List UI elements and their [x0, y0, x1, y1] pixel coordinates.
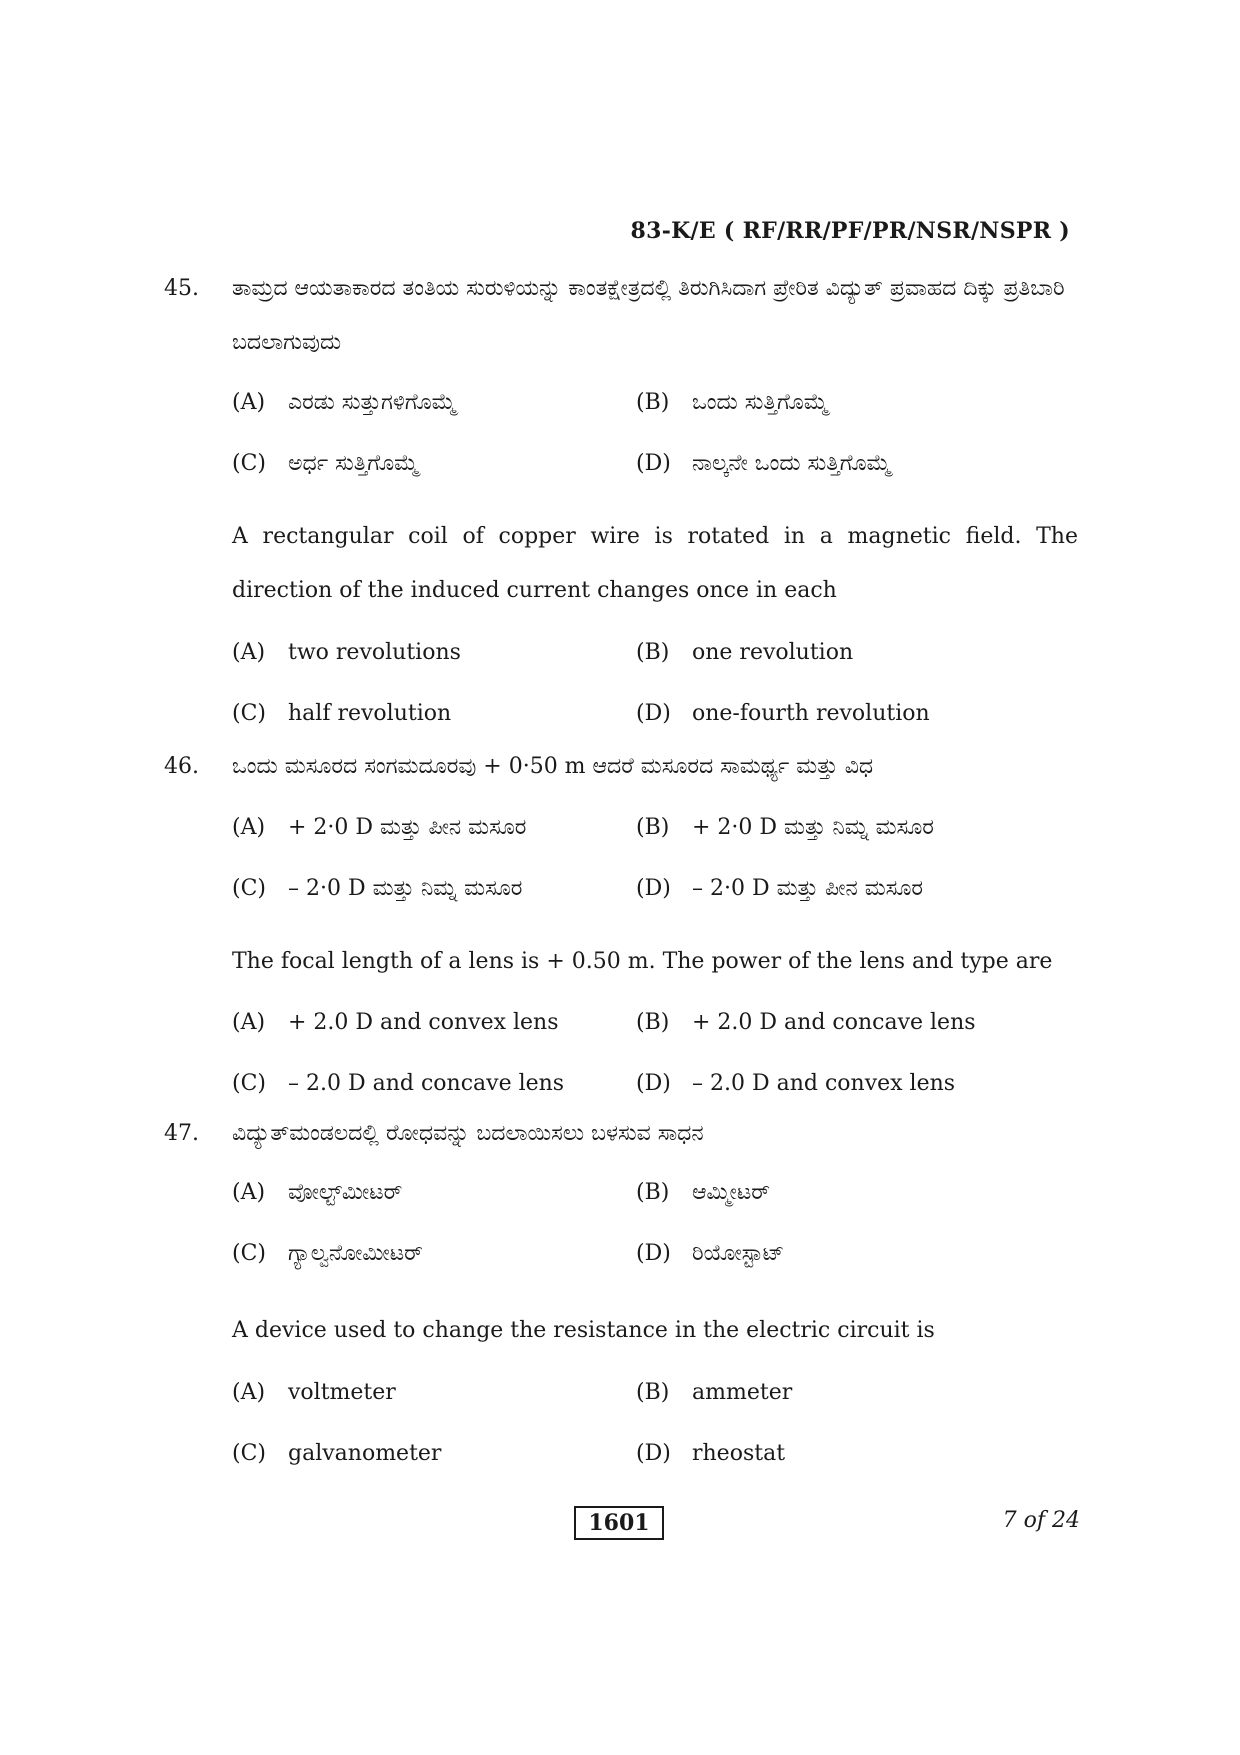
booklet-code: 1601: [574, 1506, 664, 1540]
question-46-english-stem: The focal length of a lens is + 0.50 m. The power of the lens and type are: [232, 949, 1053, 974]
option-text: one-fourth revolution: [692, 701, 930, 726]
option-letter: (A): [232, 815, 266, 840]
q47-kn-option-b: [636, 1180, 770, 1205]
q45-kn-option-b: [636, 390, 829, 415]
q46-en-option-b: [636, 1010, 976, 1035]
q47-kn-option-d: [636, 1241, 784, 1266]
q46-kn-option-b: [636, 815, 934, 840]
q46-kn-option-a: [232, 815, 526, 840]
option-letter: (D): [636, 451, 671, 476]
q46-en-option-c: [232, 1071, 564, 1096]
q45-en-option-a: [232, 640, 461, 665]
option-letter: (D): [636, 1071, 671, 1096]
option-letter: (B): [636, 815, 670, 840]
option-text: rheostat: [692, 1441, 786, 1466]
option-text: – 2.0 D and convex lens: [692, 1071, 956, 1096]
q47-kn-option-c: [232, 1241, 423, 1266]
question-number-46: 46.: [164, 754, 199, 779]
question-number-47: 47.: [164, 1121, 199, 1146]
q47-en-option-b: [636, 1380, 792, 1405]
q45-kn-option-d: [636, 451, 891, 476]
option-letter: (B): [636, 1180, 670, 1205]
option-text: ಅರ್ಧ ಸುತ್ತಿಗೊಮ್ಮೆ: [288, 451, 419, 476]
q45-en-option-b: [636, 640, 853, 665]
option-text: galvanometer: [288, 1441, 442, 1466]
option-letter: (A): [232, 1380, 266, 1405]
option-text: ವೋಲ್ಟ್‌ಮೀಟರ್: [288, 1180, 403, 1205]
option-text: ನಾಲ್ಕನೇ ಒಂದು ಸುತ್ತಿಗೊಮ್ಮೆ: [692, 451, 892, 476]
option-text: – 2·0 D ಮತ್ತು ನಿಮ್ನ ಮಸೂರ: [288, 876, 523, 901]
option-letter: (A): [232, 1010, 266, 1035]
option-letter: (D): [636, 876, 671, 901]
question-45-kannada-stem: ತಾಮ್ರದ ಆಯತಾಕಾರದ ತಂತಿಯ ಸುರುಳಿಯನ್ನು ಕಾಂತಕ್ಷೇತ್ರದಲ್ಲಿ ತಿರುಗಿಸಿದಾಗ ಪ್ರೇರಿತ ವಿದ್ಯುತ್ ಪ್ರವಾಹದ ದಿಕ್ಕು ಪ್ರತಿಬಾರಿ ಬದಲಾಗುವುದು: [232, 276, 1065, 355]
option-letter: (A): [232, 390, 266, 415]
option-letter: (D): [636, 1441, 671, 1466]
paper-code-header: 83-K/E ( RF/RR/PF/PR/NSR/NSPR ): [630, 218, 1070, 244]
option-text: two revolutions: [288, 640, 461, 665]
page-number: 7 of 24: [1002, 1508, 1080, 1533]
option-letter: (C): [232, 876, 266, 901]
question-46-kannada-stem: ಒಂದು ಮಸೂರದ ಸಂಗಮದೂರವು + 0·50 m ಆದರೆ ಮಸೂರದ ಸಾಮರ್ಥ್ಯ ಮತ್ತು ವಿಧ: [232, 754, 874, 779]
option-text: ರಿಯೋಸ್ಟಾಟ್: [692, 1241, 785, 1266]
option-text: one revolution: [692, 640, 854, 665]
q45-en-option-c: [232, 701, 451, 726]
option-text: + 2.0 D and concave lens: [692, 1010, 976, 1035]
option-letter: (D): [636, 1241, 671, 1266]
option-text: ammeter: [692, 1380, 793, 1405]
q45-en-option-d: [636, 701, 930, 726]
option-letter: (A): [232, 640, 266, 665]
q47-en-option-d: [636, 1441, 785, 1466]
q45-kn-option-a: [232, 390, 456, 415]
option-text: voltmeter: [288, 1380, 396, 1405]
q46-en-option-d: [636, 1071, 955, 1096]
option-text: – 2.0 D and concave lens: [288, 1071, 565, 1096]
q46-en-option-a: [232, 1010, 559, 1035]
option-letter: (B): [636, 1010, 670, 1035]
option-letter: (C): [232, 1071, 266, 1096]
option-text: ಎರಡು ಸುತ್ತುಗಳಿಗೊಮ್ಮೆ: [288, 390, 457, 415]
option-text: ಆಮ್ಮೀಟರ್: [692, 1180, 771, 1205]
option-letter: (B): [636, 640, 670, 665]
option-letter: (B): [636, 390, 670, 415]
option-letter: (C): [232, 451, 266, 476]
question-45-english-stem: A rectangular coil of copper wire is rotated in a magnetic field. The direction of the induced current changes once in each: [232, 524, 1078, 603]
q45-kn-option-c: [232, 451, 419, 476]
option-letter: (C): [232, 1441, 266, 1466]
option-text: + 2.0 D and convex lens: [288, 1010, 559, 1035]
question-number-45: 45.: [164, 276, 199, 301]
option-letter: (B): [636, 1380, 670, 1405]
q47-en-option-c: [232, 1441, 441, 1466]
q47-en-option-a: [232, 1380, 396, 1405]
option-text: ಗ್ಯಾಲ್ವನೋಮೀಟರ್: [288, 1241, 423, 1266]
option-text: + 2·0 D ಮತ್ತು ಪೀನ ಮಸೂರ: [288, 815, 527, 840]
q47-kn-option-a: [232, 1180, 402, 1205]
option-letter: (C): [232, 1241, 266, 1266]
q46-kn-option-d: [636, 876, 923, 901]
question-47-english-stem: A device used to change the resistance in the electric circuit is: [232, 1318, 935, 1343]
option-letter: (D): [636, 701, 671, 726]
option-letter: (A): [232, 1180, 266, 1205]
option-text: ಒಂದು ಸುತ್ತಿಗೊಮ್ಮೆ: [692, 390, 829, 415]
option-text: half revolution: [288, 701, 452, 726]
q46-kn-option-c: [232, 876, 522, 901]
question-47-kannada-stem: ವಿದ್ಯುತ್‌ಮಂಡಲದಲ್ಲಿ ರೋಧವನ್ನು ಬದಲಾಯಿಸಲು ಬಳಸುವ ಸಾಧನ: [232, 1121, 704, 1146]
option-letter: (C): [232, 701, 266, 726]
option-text: + 2·0 D ಮತ್ತು ನಿಮ್ನ ಮಸೂರ: [692, 815, 934, 840]
option-text: – 2·0 D ಮತ್ತು ಪೀನ ಮಸೂರ: [692, 876, 923, 901]
